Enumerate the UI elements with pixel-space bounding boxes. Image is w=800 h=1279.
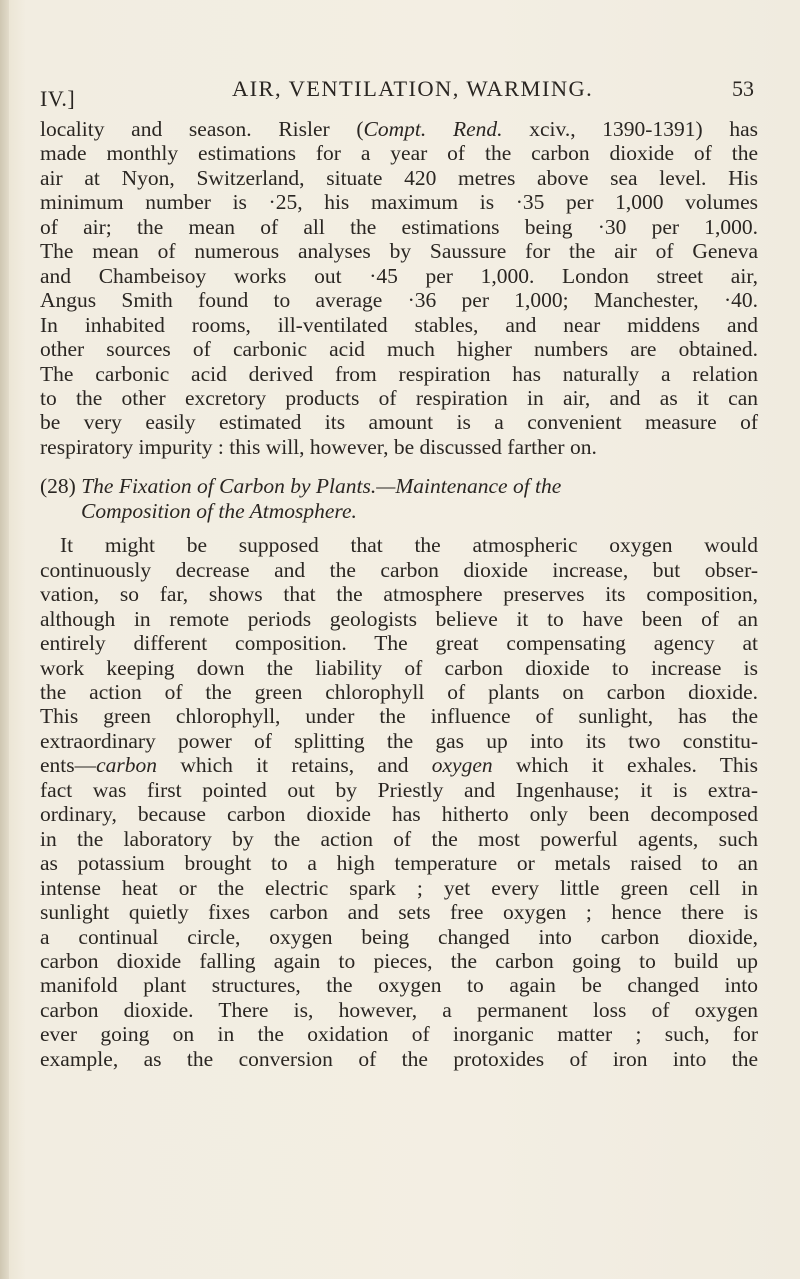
text-line: The mean of numerous analyses by Saussure for the air of Geneva [40,239,758,264]
page-body [40,117,758,1071]
text-line: of air; the mean of all the estimations being ·30 per 1,000. [40,214,758,239]
text-line: although in remote periods geologists believe it to have been of an [40,606,758,631]
text-line: This green chlorophyll, under the influence of sunlight, has the [40,704,758,729]
running-header [40,76,760,111]
text-line: example, as the conversion of the protoxides of iron into the [40,1046,758,1071]
text-line: as potassium brought to a high temperature or metals raised to an [40,851,758,876]
text-line: locality and season. Risler (Compt. Rend. xciv., 1390-1391) has [40,117,758,141]
emphasis-oxygen: oxygen [431,753,493,778]
running-title: AIR, VENTILATION, WARMING. [232,76,594,101]
chapter-number: IV.] [40,86,76,111]
text-line: sunlight quietly fixes carbon and sets free oxygen ; hence there is [40,900,758,925]
text-line: respiratory impurity : this will, however, be discussed farther on. [40,434,597,459]
text-line: fact was first pointed out by Priestly and Ingenhause; it is extra- [40,777,758,802]
text-line: ever going on in the oxidation of inorganic matter ; such, for [40,1022,758,1047]
text-line: made monthly estimations for a year of the carbon dioxide of the [40,141,758,166]
citation-title: Compt. Rend. [363,117,503,141]
text-line: It might be supposed that the atmospheric oxygen would [60,533,758,558]
text-line: continuously decrease and the carbon dioxide increase, but obser- [40,557,758,582]
section-title-part-2: Composition of the Atmosphere. [81,498,357,523]
text-line: air at Nyon, Switzerland, situate 420 metres above sea level. His [40,165,758,190]
text-line: be very easily estimated its amount is a convenient measure of [40,410,758,435]
text-line: carbon dioxide falling again to pieces, the carbon going to build up [40,948,758,973]
text-line: ents—carbon which it retains, and oxygen which it exhales. This [40,753,759,778]
text-line: other sources of carbonic acid much higher numbers are obtained. [40,337,758,362]
text-line: The carbonic acid derived from respiration has naturally a relation [40,361,758,386]
text-line: to the other excretory products of respiration in air, and as it can [40,385,758,410]
page-number: 53 [732,76,754,101]
text-line: carbon dioxide. There is, however, a permanent loss of oxygen [40,997,758,1022]
text-line: extraordinary power of splitting the gas up into its two constitu- [40,728,758,753]
text-line: ordinary, because carbon dioxide has hitherto only been decomposed [40,802,758,827]
text-line: Angus Smith found to average ·36 per 1,000; Manchester, ·40. [40,288,758,313]
text-line: in the laboratory by the action of the most powerful agents, such [40,826,758,851]
text-line: and Chambeisoy works out ·45 per 1,000. London street air, [40,263,758,288]
text-line: entirely different composition. The great compensating agency at [40,631,758,656]
text-line: a continual circle, oxygen being changed into carbon dioxide, [40,924,758,949]
text-line: work keeping down the liability of carbon dioxide to increase is [40,655,758,680]
paragraph-1 [40,117,758,459]
text-line: minimum number is ·25, his maximum is ·35 per 1,000 volumes [40,190,758,215]
section-heading [40,474,758,523]
text-line: the action of the green chlorophyll of plants on carbon dioxide. [40,679,758,704]
emphasis-carbon: carbon [96,753,158,778]
section-number: (28) [40,474,76,499]
text-line: intense heat or the electric spark ; yet every little green cell in [40,875,758,900]
page-spine-shadow [0,0,9,1279]
section-title-part-1: The Fixation of Carbon by Plants.—Maintenance of the [81,474,562,499]
text-line: manifold plant structures, the oxygen to again be changed into [40,973,758,998]
section-heading-line-1 [40,474,758,498]
text-line: vation, so far, shows that the atmosphere preserves its composition, [40,582,758,607]
paragraph-2 [40,533,758,1071]
text-line: In inhabited rooms, ill-ventilated stables, and near middens and [40,312,758,337]
